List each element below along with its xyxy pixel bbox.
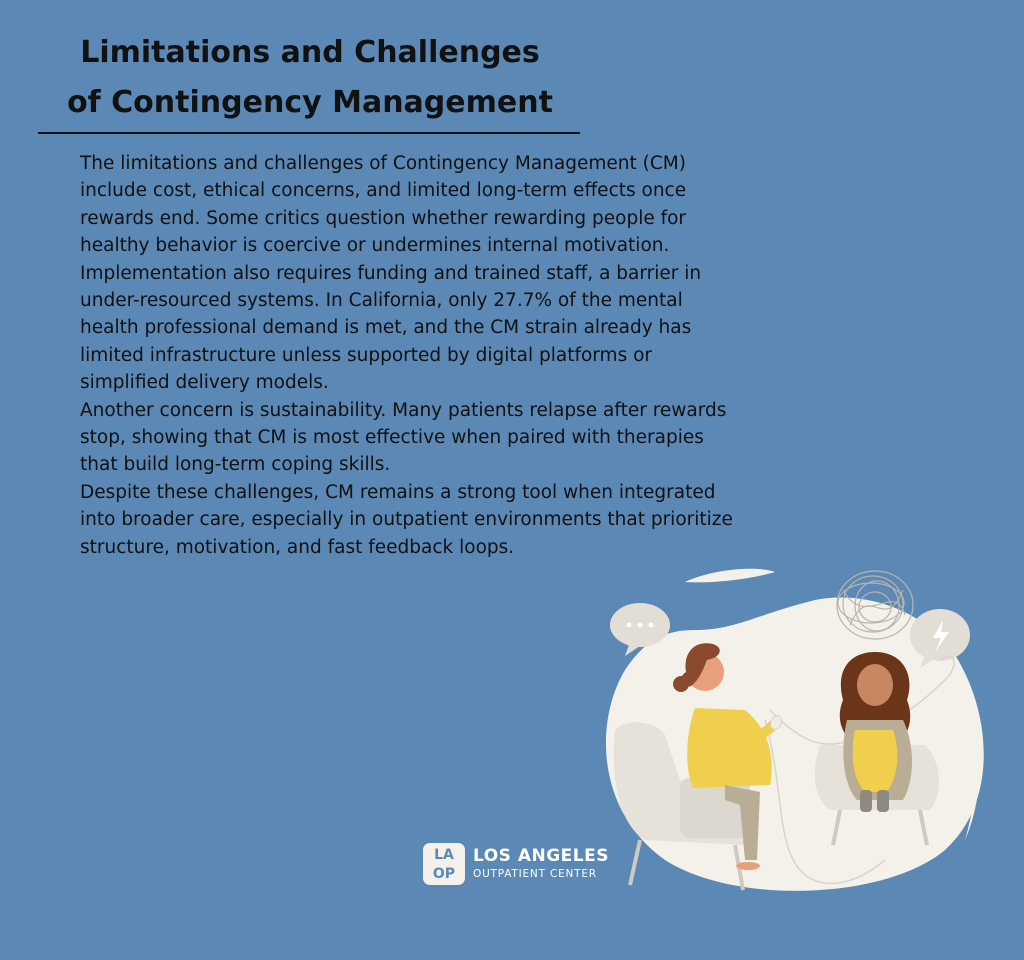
logo-mark-icon <box>423 843 465 885</box>
logo-subtitle: OUTPATIENT CENTER <box>473 868 597 881</box>
logo-mark-bottom: OP <box>432 865 456 882</box>
paragraph-3: Despite these challenges, CM remains a strong tool when integrated into broader care, especially in outpatient environments that prioritize structure, motivation, and fast feedback loops. <box>80 481 733 558</box>
logo-mark-top: LA <box>434 846 454 863</box>
brand-logo[interactable] <box>423 842 609 886</box>
page-title <box>40 28 580 128</box>
title-divider <box>38 132 580 134</box>
patient-figure <box>840 652 912 812</box>
body-text <box>80 150 740 561</box>
logo-name: LOS ANGELES <box>473 846 609 867</box>
therapy-session-illustration <box>585 560 1005 900</box>
top-swoosh <box>685 569 775 583</box>
paragraph-2: Another concern is sustainability. Many patients relapse after rewards stop, showing that CM is most effective when paired with therapies that build long-term coping skills. <box>80 399 727 476</box>
title-line-1: Limitations and Challenges <box>80 35 540 70</box>
title-line-2: of Contingency Management <box>67 85 553 120</box>
paragraph-1: The limitations and challenges of Contingency Management (CM) include cost, ethical concerns, and limited long-term effects once rewards end. Some critics question whether rewarding people for healthy behavior is coercive or undermines internal motivation. Implementation also requires funding and trained staff, a barrier in under-resourced systems. In California, only 27.7% of the mental health professional demand is met, and the CM strain already has limited infrastructure unless supported by digital platforms or simplified delivery models. <box>80 153 702 394</box>
